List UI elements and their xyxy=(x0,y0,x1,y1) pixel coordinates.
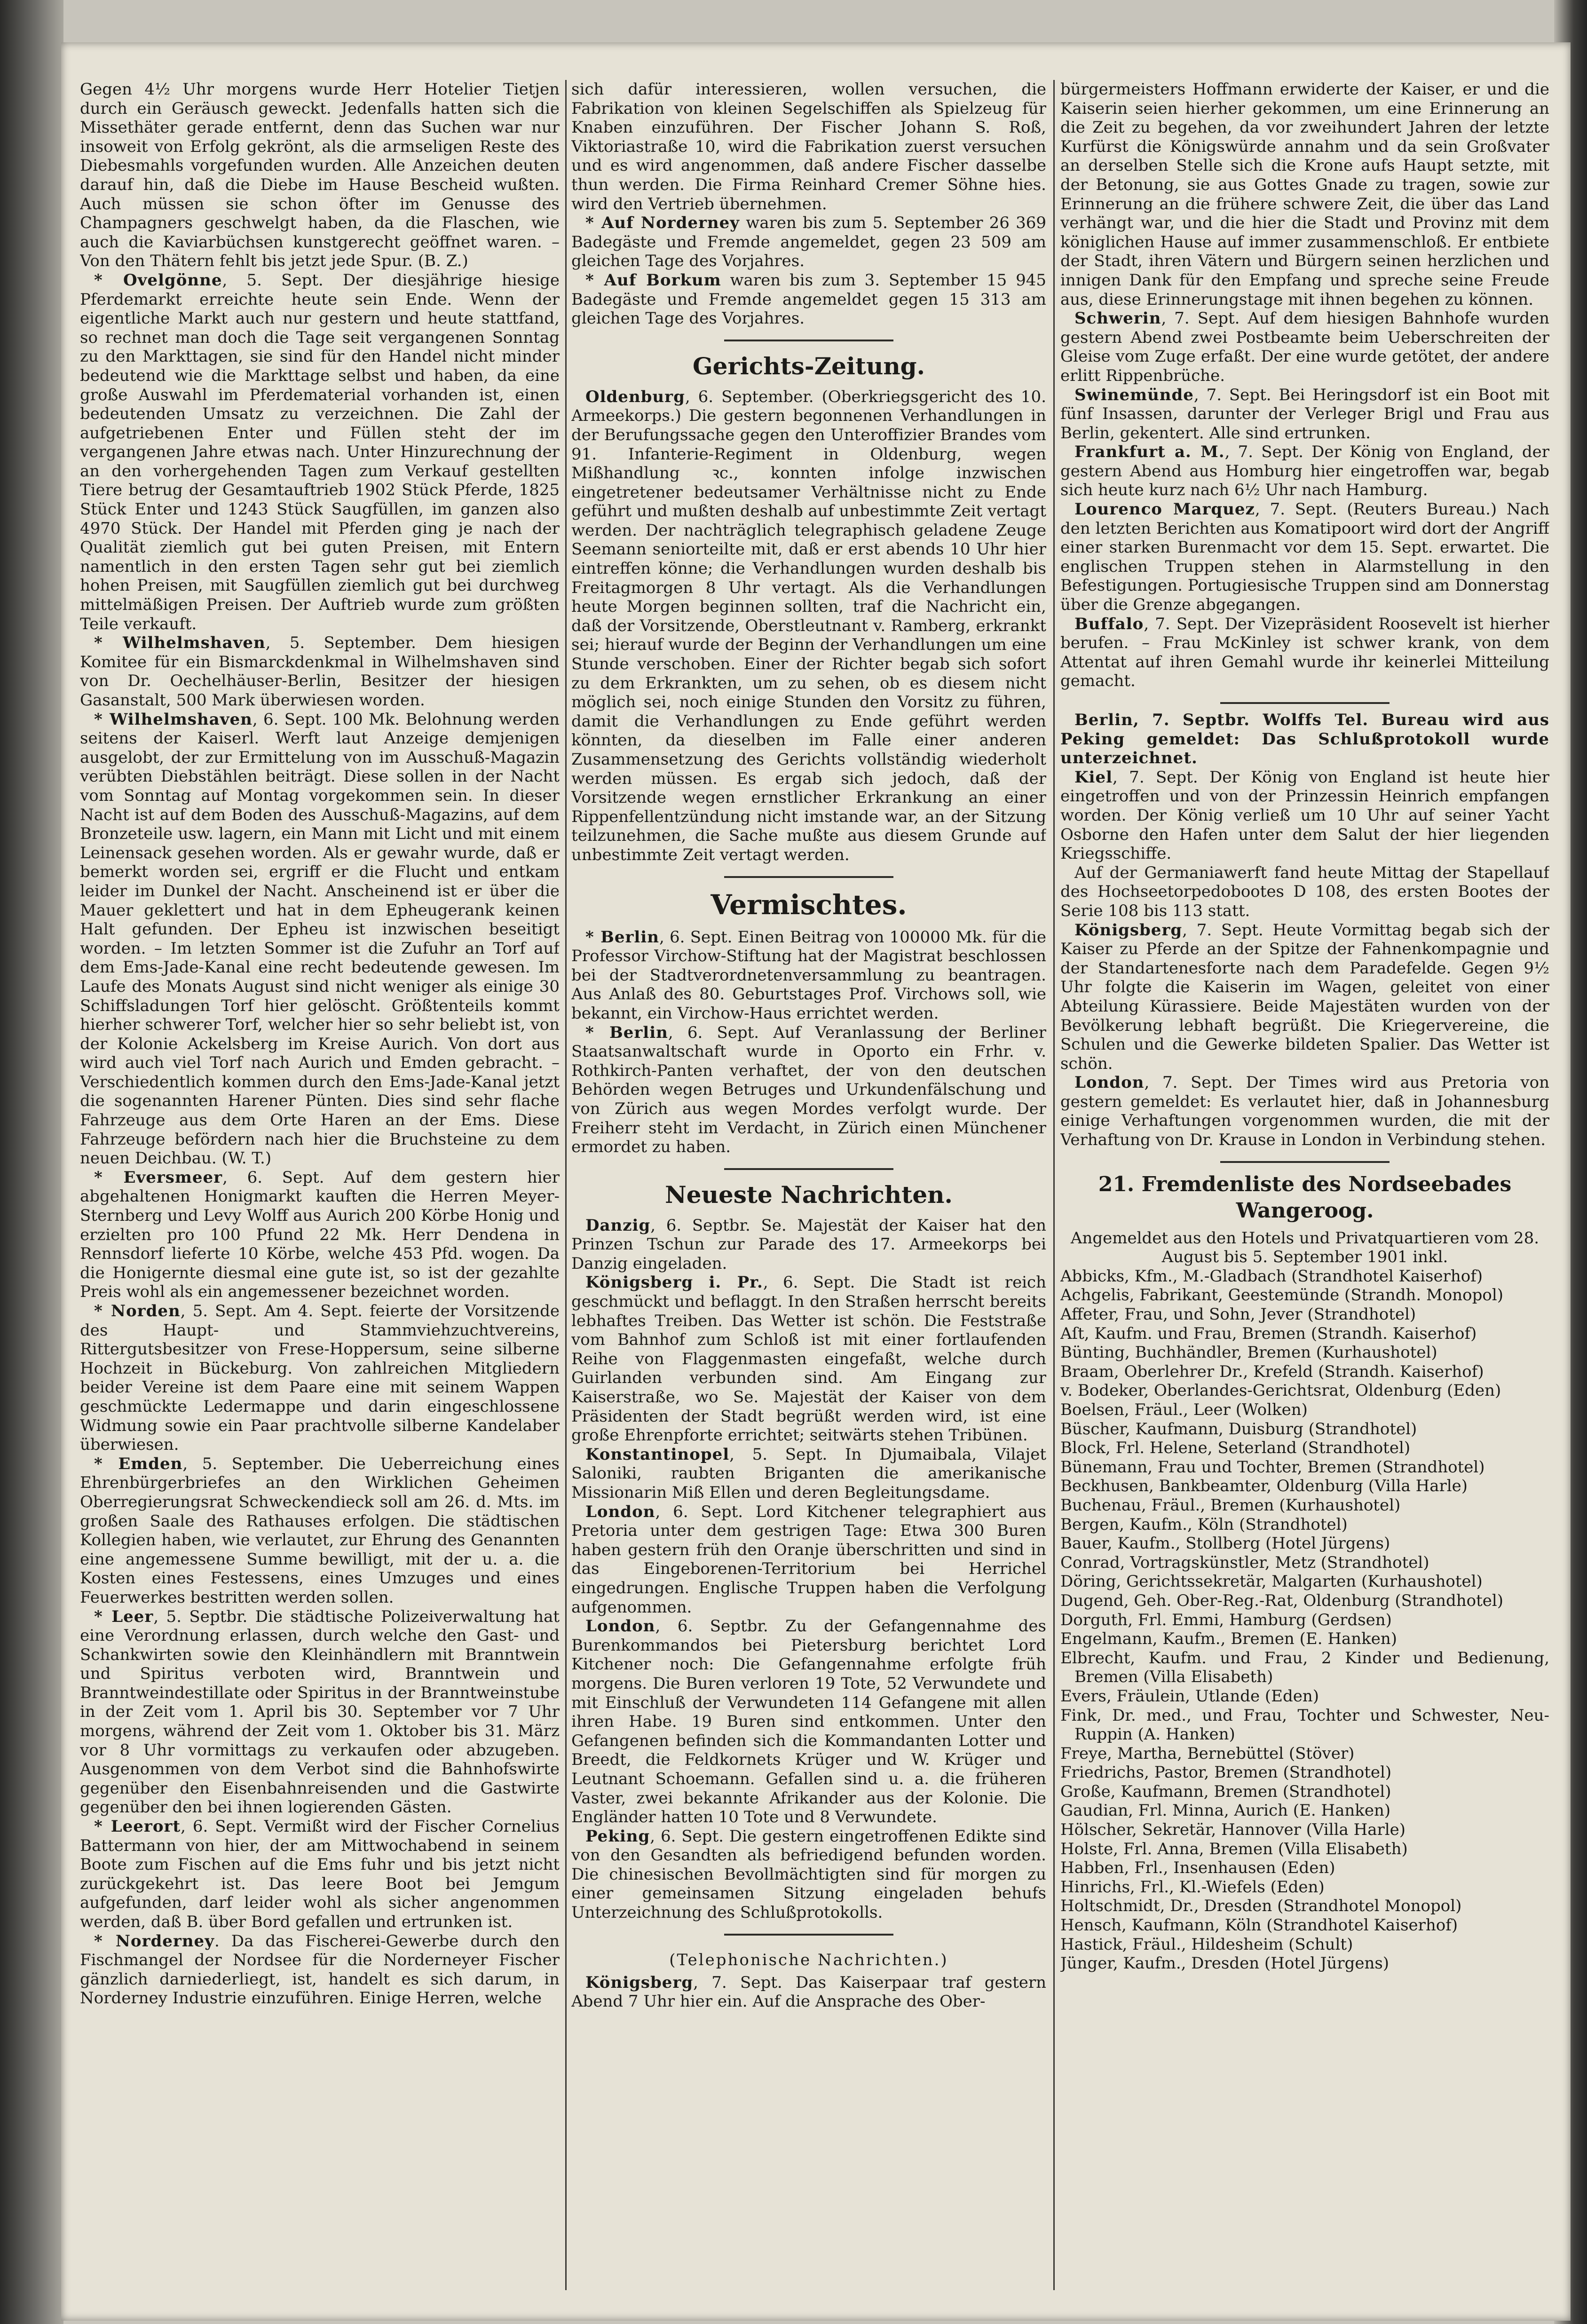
article-text: , 7. Sept. Das Kaiserpaar traf gestern Abend 7 Uhr hier ein. Auf die Ansprache des Ober- xyxy=(571,1973,1046,2011)
dateline: * Wilhelmshaven xyxy=(94,710,253,729)
dateline: Buffalo xyxy=(1074,614,1144,633)
article xyxy=(571,387,1046,865)
article-text: , 5. Sept. In Djumaibala, Vilajet Saloniki, raubten Briganten die amerikanische Missionarin Miß Ellen und deren Begleitungsdame. xyxy=(571,1445,1046,1502)
article xyxy=(1060,443,1549,500)
column-3 xyxy=(1060,80,1549,2290)
section-heading-telephonische-nachrichten: (Telephonische Nachrichten.) xyxy=(669,1950,948,1969)
article xyxy=(80,633,560,710)
guest-list-item: Bünemann, Frau und Tochter, Bremen (Strandhotel) xyxy=(1060,1457,1485,1477)
dateline: * Emden xyxy=(94,1454,183,1473)
article-text: , 5. Sept. Der diesjährige hiesige Pferdemarkt erreichte heute sein Ende. Wenn der eigentliche Markt auch nur gestern und heute stattfand, so rechnet man doch die Tage seit vergangenen Sonntag zu den Markttagen, sie sind für den Handel nicht minder bedeutend wie die Markttage selbst und haben, da eine große Auswahl im Pferdematerial vorhanden ist, einen bedeutenden Umsatz zu verzeichnen. Die Zahl der aufgetriebenen Enter und Füllen steht der im vergangenen Jahre etwas nach. Unter Hinzurechnung der an den vorhergehenden Tagen zum Verkauf gestellten Tiere betrug der Gesamtauftrieb 1902 Stück Pferde, 1825 Stück Enter und 1243 Stück Saugfüllen, im ganzen also 4970 Stück. Der Handel mit Pferden ging je nach der Qualität ziemlich gut bei guten Preisen, mit Entern namentlich in den ersten Tagen sehr gut bei ziemlich hohen Preisen, mit Saugfüllen ziemlich gut bei durchweg mittelmäßigen Preisen. Der Auftrieb wurde zum größten Teile verkauft. xyxy=(80,270,560,633)
guest-list-item: Boelsen, Fräul., Leer (Wolken) xyxy=(1060,1400,1308,1419)
article xyxy=(80,1607,560,1818)
dateline: Peking xyxy=(585,1826,650,1846)
article-text: , 6. Sept. Die gestern eingetroffenen Edikte sind von den Gesandten als befriedigend befunden worden. Die chinesischen Bevollmächtigten sind für morgen zu einer gemeinsamen Sitzung eingeladen behufs Unterzeichnung des Schlußprotokolls. xyxy=(571,1826,1046,1922)
article-text: waren bis zum 3. September 15 945 Badegäste und Fremde angemeldet gegen 15 313 am gleichen Tage des Vorjahres. xyxy=(571,270,1046,328)
guest-list-item: Elbrecht, Kaufm. und Frau, 2 Kinder und Bedienung, Bremen (Villa Elisabeth) xyxy=(1060,1648,1549,1687)
section-divider xyxy=(724,340,893,341)
article-text: , 7. Sept. Der Times wird aus Pretoria von gestern gemeldet: Es verlautet hier, daß in Johannesburg einige Verhaftungen vorgenommen wurden, die mit der Verhaftung von Dr. Krause in London in Verbindung stehen. xyxy=(1060,1073,1549,1150)
guest-list-item: Friedrichs, Pastor, Bremen (Strandhotel) xyxy=(1060,1763,1392,1782)
guest-list-item: Habben, Frl., Insenhausen (Eden) xyxy=(1060,1858,1335,1878)
guest-list-item: Holtschmidt, Dr., Dresden (Strandhotel Monopol) xyxy=(1060,1897,1462,1916)
dateline: Kiel xyxy=(1074,767,1113,787)
dateline: * Norden xyxy=(94,1302,181,1320)
guest-list-item: Jünger, Kaufm., Dresden (Hotel Jürgens) xyxy=(1060,1954,1390,1973)
article-text: , 7. Sept. Der Vizepräsident Roosevelt ist hierher berufen. – Frau McKinley ist schwer krank, von dem Attentat auf ihren Gemahl wurde ihr keinerlei Mitteilung gemacht. xyxy=(1060,614,1549,691)
article xyxy=(571,1973,1046,2011)
section-heading-gerichts-zeitung: Gerichts-Zeitung. xyxy=(692,352,925,380)
guest-list-item: Buchenau, Fräul., Bremen (Kurhaushotel) xyxy=(1060,1495,1401,1515)
column-rule xyxy=(1053,80,1055,2290)
article-text: , 7. Sept. (Reuters Bureau.) Nach den letzten Berichten aus Komatipoort wird dort der Angriff einer starken Burenmacht vor dem 15. Sept. erwartet. Die englischen Truppen stehen in Alarmstellung in den Befestigungen. Portugiesische Truppen sind am Donnerstag über die Grenze abgegangen. xyxy=(1060,500,1549,615)
dateline: Lourenco Marquez xyxy=(1074,500,1255,519)
article-text: . Da das Fischerei-Gewerbe durch den Fischmangel der Nordsee für die Norderneyer Fischer gänzlich darniederliegt, ist, handelt es sich darum, in Norderney Industrie einzuführen. Einige Herren, welche xyxy=(80,1931,560,2008)
article-text: , 6. Sept. Vermißt wird der Fischer Cornelius Battermann von hier, der am Mittwochabend in seinem Boote zum Fischen auf die Ems fuhr und bis jetzt nicht zurückgekehrt ist. Das leere Boot bei Jemgum aufgefunden, darf leider wohl als sicher angenommen werden, daß B. über Bord gefallen und ertrunken ist. xyxy=(80,1817,560,1931)
section-heading-fremdenliste: 21. Fremdenliste des Nordseebades Wangeroog. xyxy=(1098,1172,1512,1223)
article-text: , 6. Sept. Die Stadt ist reich geschmückt und beflaggt. In den Straßen herrscht bereits lebhaftes Treiben. Das Wetter ist schön. Die Feststraße vom Bahnhof zum Schloß ist mit einer fortlaufenden Reihe von Flaggenmasten eingefaßt, welche durch Guirlanden verbunden sind. Am Eingang zur Kaiserstraße, wo Se. Majestät der Kaiser von dem Präsidenten der Stadt begrüßt werden wird, ist eine große Ehrenpforte errichtet; seitwärts stehen Tribünen. xyxy=(571,1273,1046,1445)
article-text: , 7. Sept. Der König von England ist heute hier eingetroffen und von der Prinzessin Heinrich empfangen worden. Der König verließ um 10 Uhr auf seiner Yacht Osborne den Hafen unter dem Salut der hier liegenden Kriegsschiffe. xyxy=(1060,767,1549,863)
article-text: , 6. Sept. Auf Veranlassung der Berliner Staatsanwaltschaft wurde in Oporto ein Frhr. v. Rothkirch-Panten verhaftet, der von den deutschen Behörden wegen Betruges und Urkundenfälschung und von Zürich aus wegen Mordes verfolgt wurde. Der Freiherr steht im Verdacht, in Zürich einen Münchener ermordet zu haben. xyxy=(571,1023,1046,1157)
guest-list-item: Bünting, Buchhändler, Bremen (Kurhaushotel) xyxy=(1060,1343,1437,1362)
guest-list-item: Hölscher, Sekretär, Hannover (Villa Harle) xyxy=(1060,1820,1406,1840)
section-divider xyxy=(724,1168,893,1170)
guest-list-item: Große, Kaufmann, Bremen (Strandhotel) xyxy=(1060,1782,1391,1801)
article xyxy=(1060,768,1549,863)
guest-list-item: Dorguth, Frl. Emmi, Hamburg (Gerdsen) xyxy=(1060,1610,1392,1629)
dateline: Danzig xyxy=(585,1216,651,1235)
section-divider xyxy=(1220,702,1390,704)
fremdenliste-subtitle: Angemeldet aus den Hotels und Privatquartieren vom 28. August bis 5. September 1901 inkl. xyxy=(1070,1228,1540,1267)
article xyxy=(571,1502,1046,1617)
article-text: , 5. Septbr. Die städtische Polizeiverwaltung hat eine Verordnung erlassen, durch welche den Gast- und Schankwirten sowie den Kleinhändlern mit Branntwein und Spiritus verboten wird, Branntwein und Branntweindestillate oder Spiritus in der Branntweinstube in der Zeit vom 1. April bis 30. September vor 7 Uhr morgens, während der Zeit vom 1. Oktober bis 31. März vor 8 Uhr vormittags zu verkaufen oder abzugeben. Ausgenommen von dem Verbot sind die Bahnhofswirte gegenüber den Eisenbahnreisenden und die Gastwirte gegenüber den bei ihnen logierenden Gästen. xyxy=(80,1607,560,1817)
column-rule xyxy=(565,80,567,2290)
article-text: , 6. Septbr. Se. Majestät der Kaiser hat den Prinzen Tschun zur Parade des 17. Armeekorps bei Danzig eingeladen. xyxy=(571,1216,1046,1273)
dateline: Königsberg xyxy=(1074,920,1183,940)
newspaper-page xyxy=(61,42,1571,2321)
dateline: * Auf Borkum xyxy=(585,270,721,290)
article xyxy=(80,1302,560,1454)
dateline: Berlin, 7. Septbr. xyxy=(1074,711,1250,729)
article xyxy=(80,1168,560,1302)
dateline: Schwerin xyxy=(1074,309,1161,328)
guest-list-item: Fink, Dr. med., und Frau, Tochter und Schwester, Neu-Ruppin (A. Hanken) xyxy=(1060,1706,1549,1744)
article-text: , 6. Sept. Einen Beitrag von 100000 Mk. für die Professor Virchow-Stiftung hat der Magistrat beschlossen bei der Stadtverordnetenversammlung zu beantragen. Aus Anlaß des 80. Geburtstages Prof. Virchows soll, wie bekannt, ein Virchow-Haus errichtet werden. xyxy=(571,927,1046,1023)
guest-list-item: Affeter, Frau, und Sohn, Jever (Strandhotel) xyxy=(1060,1305,1416,1324)
scan-edge-left xyxy=(0,0,63,2324)
dateline: * Ovelgönne xyxy=(94,270,222,290)
section-divider xyxy=(1220,1161,1390,1163)
guest-list-item: Dugend, Geh. Ober-Reg.-Rat, Oldenburg (Strandhotel) xyxy=(1060,1591,1504,1610)
guest-list xyxy=(1060,1267,1549,1973)
article-text: , 7. Sept. Auf dem hiesigen Bahnhofe wurden gestern Abend zwei Postbeamte beim Ueberschreiten der Gleise vom Zuge erfaßt. Der eine wurde getötet, der andere erlitt Rippenbrüche. xyxy=(1060,309,1549,385)
dateline: * Leerort xyxy=(94,1817,181,1836)
article xyxy=(571,271,1046,328)
article-text: , 6. Septbr. Zu der Gefangennahme des Burenkommandos bei Pietersburg berichtet Lord Kitchener noch: Die Gefangennahme erfolgte früh morgens. Die Buren verloren 19 Tote, 52 Verwundete und mit Einschluß der Verwundeten 114 Gefangene mit allen ihren Habe. 19 Buren sind entkommen. Unter den Gefangenen befinden sich die Kommandanten Lotter und Breedt, die Feldkornets Krüger und W. Krüger und Leutnant Schoemann. Gefallen sind u. a. die früheren Vaster, zwei bekannte Afrikander aus der Kolonie. Die Engländer hatten 10 Tote und 8 Verwundete. xyxy=(571,1617,1046,1827)
article-text: Auf der Germaniawerft fand heute Mittag der Stapellauf des Hochseetorpedobootes D 108, des ersten Bootes der Serie 108 bis 113 statt. xyxy=(1060,863,1549,920)
article xyxy=(80,710,560,1168)
article xyxy=(80,1932,560,2008)
dateline: Frankfurt a. M. xyxy=(1074,443,1225,462)
article-text: Gegen 4½ Uhr morgens wurde Herr Hotelier Tietjen durch ein Geräusch geweckt. Jedenfalls hatten sich die Missethäter gerade entfernt, denn das Suchen war nur insoweit von Erfolg gekrönt, als die armseligen Reste des Diebesmahls vorgefunden wurden. Alle Anzeichen deuten darauf hin, daß die Diebe im Hause Bescheid wußten. Auch müssen sie schon öfter im Genusse des Champagners geschwelgt haben, da die Flaschen, wie auch die Kaviarbüchsen kunstgerecht geöffnet waren. – Von den Thätern fehlt bis jetzt jede Spur. (B. Z.) xyxy=(80,80,560,271)
guest-list-item: Hastick, Fräul., Hildesheim (Schult) xyxy=(1060,1935,1353,1954)
guest-list-item: Döring, Gerichtssekretär, Malgarten (Kurhaushotel) xyxy=(1060,1572,1483,1591)
article xyxy=(1060,309,1549,385)
article xyxy=(571,1617,1046,1827)
guest-list-item: Hinrichs, Frl., Kl.-Wiefels (Eden) xyxy=(1060,1877,1325,1897)
article-text: , 7. Sept. Heute Vormittag begab sich der Kaiser zu Pferde an der Spitze der Fahnenkompagnie und der Standartenesforte nach dem Paradefelde. Gegen 9½ Uhr folgte die Kaiserin im Wagen, geleitet von einer Abteilung Kürassiere. Beide Majestäten wurden von der Bevölkerung lebhaft begrüßt. Die Kriegervereine, die Schulen und die Gewerke bildeten Spalier. Das Wetter ist schön. xyxy=(1060,920,1549,1073)
section-divider xyxy=(724,876,893,878)
dateline: Konstantinopel xyxy=(585,1445,730,1464)
dateline: * Leer xyxy=(94,1607,154,1626)
article-text: , 5. September. Dem hiesigen Komitee für ein Bismarckdenkmal in Wilhelmshaven sind von Dr. Oechelhäuser-Berlin, Besitzer der hiesigen Gasanstalt, 500 Mark überwiesen worden. xyxy=(80,633,560,710)
article xyxy=(80,1817,560,1932)
guest-list-item: Büscher, Kaufmann, Duisburg (Strandhotel) xyxy=(1060,1419,1417,1439)
guest-list-item: Evers, Fräulein, Utlande (Eden) xyxy=(1060,1686,1319,1706)
article xyxy=(571,1445,1046,1502)
section-heading-neueste-nachrichten: Neueste Nachrichten. xyxy=(665,1180,953,1209)
article xyxy=(1060,500,1549,615)
article-text: sich dafür interessieren, wollen versuchen, die Fabrikation von kleinen Segelschiffen als Spielzeug für Knaben einzuführen. Der Fischer Johann S. Roß, Viktoriastraße 10, wird die Fabrikation zuerst versuchen und es wird angenommen, daß andere Fischer dasselbe thun werden. Die Firma Reinhard Cremer Söhne hies. wird den Vertrieb übernehmen. xyxy=(571,80,1046,213)
article-text: bürgermeisters Hoffmann erwiderte der Kaiser, er und die Kaiserin seien hierher gekommen, um eine Erinnerung an die Zeit zu begehen, da vor zweihundert Jahren der letzte Kurfürst die Königswürde annahm und da sein Großvater an derselben Stelle sich die Krone aufs Haupt setzte, mit der Betonung, sie aus Gottes Gnade zu tragen, sowie zur Erinnerung an die frühere schwere Zeit, die über das Land verhängt war, und die hier die Stadt und Provinz mit dem königlichen Hause auf immer zusammenschloß. Er entbiete der Stadt, ihren Vätern und Bürgern seinen herzlichen und innigen Dank für den Empfang und spreche seine Freude aus, diese Erinnerungstage mit ihnen begehen zu können. xyxy=(1060,80,1549,309)
article xyxy=(80,271,560,633)
section-divider xyxy=(724,1934,893,1936)
dateline: * Berlin xyxy=(585,1023,668,1042)
guest-list-item: Braam, Oberlehrer Dr., Krefeld (Strandh. Kaiserhof) xyxy=(1060,1362,1484,1381)
article-text: , 5. September. Die Ueberreichung eines Ehrenbürgerbriefes an den Wirklichen Geheimen Oberregierungsrat Schweckendieck soll am 26. d. Mts. im großen Saale des Rathauses erfolgen. Die städtischen Kollegien haben, wie verlautet, zur Ehrung des Genannten eine angemessene Summe bewilligt, mit der u. a. die Kosten eines Festessens, eines Umzuges und eines Feuerwerkes bestritten werden sollen. xyxy=(80,1454,560,1607)
article-text: waren bis zum 5. September 26 369 Badegäste und Fremde angemeldet, gegen 23 509 am gleichen Tage des Vorjahres. xyxy=(571,213,1046,271)
dateline: * Berlin xyxy=(585,927,659,947)
guest-list-item: Freye, Martha, Bernebüttel (Stöver) xyxy=(1060,1744,1355,1763)
article xyxy=(571,213,1046,271)
article xyxy=(571,1273,1046,1445)
article-text: , 7. Sept. Bei Heringsdorf ist ein Boot mit fünf Insassen, darunter der Verleger Brigl und Frau aus Berlin, gekentert. Alle sind ertrunken. xyxy=(1060,385,1549,443)
guest-list-item: Holste, Frl. Anna, Bremen (Villa Elisabeth) xyxy=(1060,1839,1408,1858)
dateline: * Eversmeer xyxy=(94,1168,223,1187)
guest-list-item: Block, Frl. Helene, Seterland (Strandhotel) xyxy=(1060,1439,1411,1458)
article-text: , 7. Sept. Der König von England, der gestern Abend aus Homburg hier eingetroffen war, begab sich heute kurz nach 6½ Uhr nach Hamburg. xyxy=(1060,443,1549,500)
dateline: * Auf Norderney xyxy=(585,213,740,233)
bulletin-text: Wolffs Tel. Bureau wird aus Peking gemeldet: Das Schlußprotokoll wurde unterzeichnet. xyxy=(1060,711,1549,768)
dateline: Oldenburg xyxy=(585,387,685,406)
article-text: , 6. Sept. Auf dem gestern hier abgehaltenen Honigmarkt kauften die Herren Meyer-Sternberg und Levy Wolff aus Aurich 200 Körbe Honig und erzielten pro 100 Pfund 22 Mk. Herr Dendena in Rennsdorf lieferte 10 Körbe, welche 453 Pfd. wogen. Da die Honigernte diesmal eine gute ist, so ist der gezahlte Preis wohl als ein angemessener bezeichnet worden. xyxy=(80,1168,560,1302)
guest-list-item: Aſt, Kaufm. und Frau, Bremen (Strandh. Kaiserhof) xyxy=(1060,1324,1477,1343)
guest-list-item: Gaudian, Frl. Minna, Aurich (E. Hanken) xyxy=(1060,1801,1391,1820)
dateline: Swinemünde xyxy=(1074,385,1194,404)
guest-list-item: Conrad, Vortragskünstler, Metz (Strandhotel) xyxy=(1060,1553,1429,1572)
guest-list-item: Bergen, Kaufm., Köln (Strandhotel) xyxy=(1060,1515,1348,1534)
article xyxy=(1060,386,1549,443)
article xyxy=(1060,615,1549,691)
guest-list-item: Achgelis, Fabrikant, Geestemünde (Strandh. Monopol) xyxy=(1060,1286,1503,1305)
dateline: London xyxy=(585,1502,655,1521)
guest-list-item: Beckhusen, Bankbeamter, Oldenburg (Villa Harle) xyxy=(1060,1477,1468,1496)
dateline: London xyxy=(585,1617,655,1636)
section-heading-vermischtes: Vermischtes. xyxy=(711,888,907,921)
article xyxy=(1060,1073,1549,1149)
dateline: Königsberg xyxy=(585,1973,694,1992)
article-text: , 6. Sept. 100 Mk. Belohnung werden seitens der Kaiserl. Werft laut Anzeige demjenigen ausgelobt, der zur Ermittelung von im Ausschuß-Magazin verübten Diebstählen beiträgt. Diese sollen in der Nacht vom Sonntag auf Montag vorgekommen sein. In dieser Nacht ist auf dem Boden des Ausschuß-Magazins, auf dem Bronzeteile usw. lagern, ein Mann mit Licht und mit einem Leinensack gesehen worden. Als er gewahr wurde, daß er bemerkt worden sei, ergriff er die Flucht und entkam leider im Dunkel der Nacht. Anscheinend ist er über die Mauer geklettert und hat in dem Epheugerank keinen Halt gefunden. Der Epheu ist inzwischen beseitigt worden. – Im letzten Sommer ist die Zufuhr an Torf auf dem Ems-Jade-Kanal eine recht bedeutende gewesen. Im Laufe des Monats August sind nicht weniger als einige 30 Schiffsladungen Torf hier gelöscht. Größtenteils kommt hierher schwerer Torf, welcher hier so sehr beliebt ist, von der Kolonie Ackelsberg im Kreise Aurich. Von dort aus wird auch viel Torf nach Aurich und Emden gebracht. – Verschiedentlich kommen durch den Ems-Jade-Kanal jetzt die sogenannten Harener Pünten. Dies sind sehr flache Fahrzeuge aus dem Orte Haren an der Ems. Diese Fahrzeuge befördern nach hier die Bruchsteine zu dem neuen Deichbau. (W. T.) xyxy=(80,710,560,1168)
article xyxy=(571,928,1046,1023)
guest-list-item: Bauer, Kaufm., Stollberg (Hotel Jürgens) xyxy=(1060,1534,1390,1553)
dateline: London xyxy=(1074,1073,1145,1092)
article xyxy=(571,1023,1046,1157)
guest-list-item: Engelmann, Kaufm., Bremen (E. Hanken) xyxy=(1060,1629,1398,1649)
column-1 xyxy=(80,80,560,2290)
column-2 xyxy=(571,80,1046,2290)
article-text: , 6. September. (Oberkriegsgericht des 10. Armeekorps.) Die gestern begonnenen Verhandlungen in der Berufungssache gegen den Unteroffizier Brandes vom 91. Infanterie-Regiment in Oldenburg, wegen Mißhandlung ꝛc., konnten infolge inzwischen eingetretener bedeutsamer Verhältnisse nicht zu Ende geführt und mußten deshalb auf unbestimmte Zeit vertagt werden. Der nachträglich telegraphisch geladene Zeuge Seemann seniorteilte mit, daß er erst abends 10 Uhr hier eintreffen könne; die Verhandlungen wurden deshalb bis Freitagmorgen 8 Uhr vertagt. Als die Verhandlungen heute Morgen beginnen sollten, traf die Nachricht ein, daß der Vorsitzende, Oberstleutnant v. Ramberg, erkrankt sei; hierauf wurde der Beginn der Verhandlungen um eine Stunde verschoben. Einer der Richter begab sich sofort zu dem Erkrankten, um zu sehen, ob es diesem nicht möglich sei, noch einige Stunden den Vorsitz zu führen, damit die Verhandlungen zu Ende geführt werden könnten, da dieselben im Falle einer anderen Zusammensetzung des Gerichts vollständig wiederholt werden müssen. Es ergab sich jedoch, daß der Vorsitzende wegen ernstlicher Erkrankung an einer Rippenfellentzündung nicht imstande war, an der Sitzung teilzunehmen, die Sache mußte aus diesem Grunde auf unbestimmte Zeit vertagt werden. xyxy=(571,387,1046,864)
article xyxy=(1060,921,1549,1074)
dateline: Königsberg i. Pr. xyxy=(585,1273,763,1292)
article xyxy=(571,1827,1046,1922)
article xyxy=(80,1454,560,1607)
article-text: , 6. Sept. Lord Kitchener telegraphiert aus Pretoria unter dem gestrigen Tage: Etwa 300 Buren haben gestern früh den Oranje überschritten und sind in das Eingeborenen-Territorium bei Herrichel eingedrungen. Englische Truppen haben die Verfolgung aufgenommen. xyxy=(571,1502,1046,1617)
article xyxy=(1060,711,1549,768)
dateline: * Norderney xyxy=(94,1931,214,1951)
dateline: * Wilhelmshaven xyxy=(94,633,266,653)
article-text: , 5. Sept. Am 4. Sept. feierte der Vorsitzende des Haupt- und Stammviehzuchtvereins, Rittergutsbesitzer von Frese-Hoppersum, seine silberne Hochzeit in Bückeburg. Von zahlreichen Mitgliedern beider Vereine ist dem Paare eine mit seinem Wappen geschmückte Ledermappe und darin eingeschlossene Widmung sowie ein Paar prachtvolle silberne Kandelaber überwiesen. xyxy=(80,1302,560,1454)
guest-list-item: Hensch, Kaufmann, Köln (Strandhotel Kaiserhof) xyxy=(1060,1916,1458,1935)
guest-list-item: v. Bodeker, Oberlandes-Gerichtsrat, Oldenburg (Eden) xyxy=(1060,1381,1501,1400)
guest-list-item: Abbicks, Kfm., M.-Gladbach (Strandhotel Kaiserhof) xyxy=(1060,1266,1483,1286)
article xyxy=(571,1216,1046,1273)
